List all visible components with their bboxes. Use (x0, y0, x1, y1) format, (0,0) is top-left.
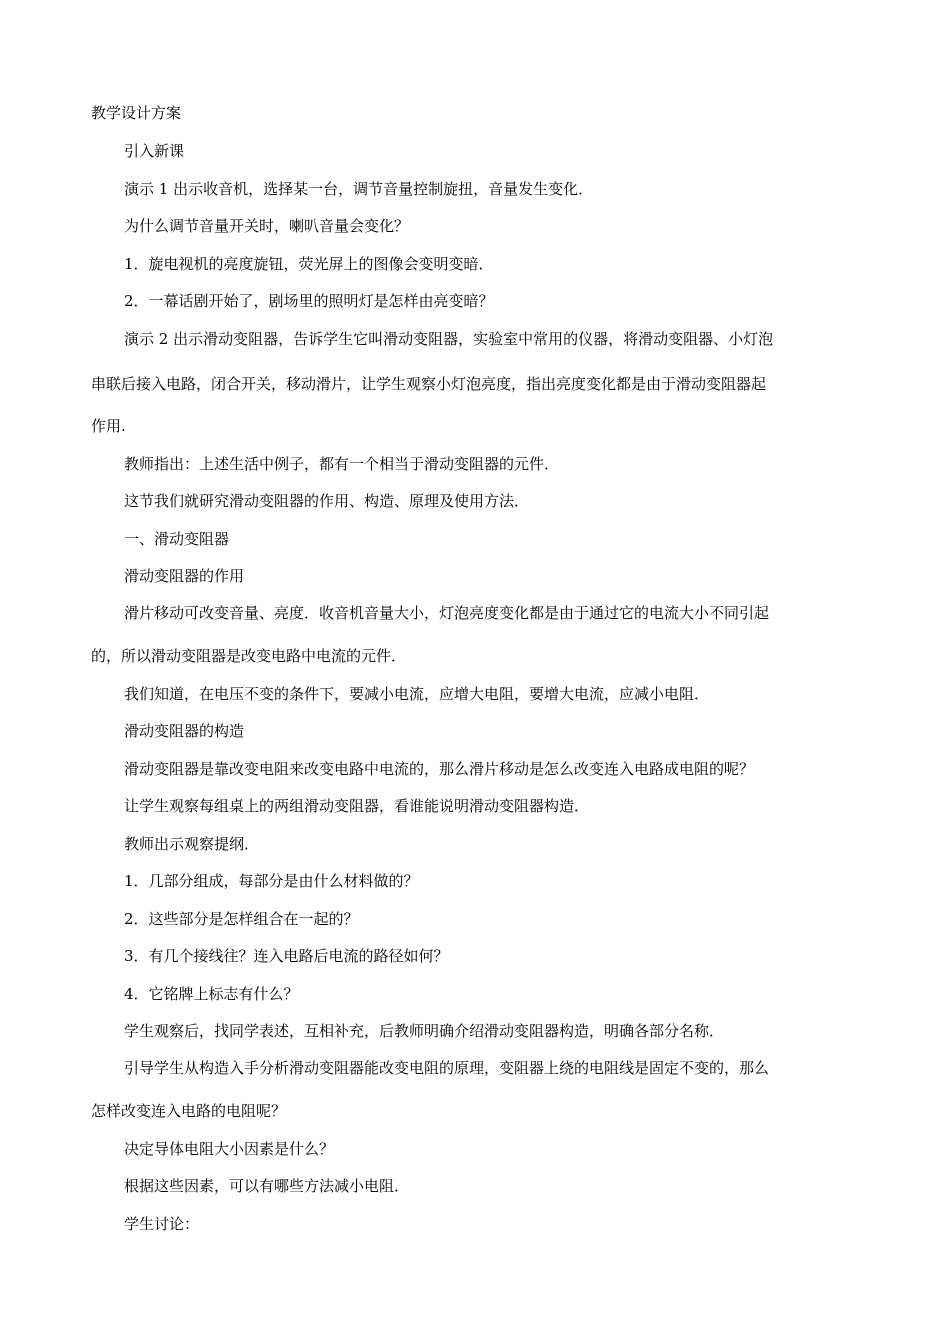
paragraph-line: 演示 2 出示滑动变阻器，告诉学生它叫滑动变阻器，实验室中常用的仪器，将滑动变阻器、小灯泡 (124, 330, 774, 348)
section-heading: 一、滑动变阻器 (124, 530, 230, 548)
paragraph: 1．旋电视机的亮度旋钮，荧光屏上的图像会变明变暗． (124, 255, 494, 273)
paragraph: 引入新课 (124, 142, 185, 160)
paragraph-line: 作用. (91, 417, 126, 435)
subsection-heading: 滑动变阻器的构造 (124, 722, 245, 740)
paragraph: 教师出示观察提纲． (124, 835, 260, 853)
paragraph-line: 滑片移动可改变音量、亮度．收音机音量大小，灯泡亮度变化都是由于通过它的电流大小不同引起 (124, 604, 770, 622)
paragraph: 这节我们就研究滑动变阻器的作用、构造、原理及使用方法． (124, 492, 530, 510)
list-item: 1．几部分组成，每部分是由什么材料做的？ (124, 872, 419, 890)
paragraph: 为什么调节音量开关时，喇叭音量会变化？ (124, 217, 410, 235)
paragraph: 让学生观察每组桌上的两组滑动变阻器，看谁能说明滑动变阻器构造． (124, 797, 590, 815)
list-item: 3．有几个接线往？连入电路后电流的路径如何？ (124, 947, 449, 965)
list-item: 2．这些部分是怎样组合在一起的？ (124, 910, 359, 928)
paragraph-line: 引导学生从构造入手分析滑动变阻器能改变电阻的原理，变阻器上绕的电阻线是固定不变的，那么 (124, 1059, 770, 1077)
paragraph: 我们知道，在电压不变的条件下，要减小电流，应增大电阻，要增大电流，应减小电阻． (124, 685, 710, 703)
list-item: 4．它铭牌上标志有什么？ (124, 985, 299, 1003)
paragraph-line: 怎样改变连入电路的电阻呢？ (91, 1102, 287, 1120)
paragraph: 学生观察后，找同学表述，互相补充，后教师明确介绍滑动变阻器构造，明确各部分名称． (124, 1022, 725, 1040)
document-title: 教学设计方案 (91, 104, 182, 122)
paragraph-line: 串联后接入电路，闭合开关，移动滑片，让学生观察小灯泡亮度，指出亮度变化都是由于滑动变阻器起 (91, 375, 767, 393)
paragraph: 教师指出：上述生活中例子，都有一个相当于滑动变阻器的元件． (124, 455, 560, 473)
paragraph: 决定导体电阻大小因素是什么？ (124, 1140, 335, 1158)
paragraph: 滑动变阻器是靠改变电阻来改变电路中电流的，那么滑片移动是怎么改变连入电路成电阻的呢？ (124, 760, 755, 778)
paragraph: 2．一幕话剧开始了，剧场里的照明灯是怎样由亮变暗？ (124, 292, 494, 310)
paragraph-line: 的，所以滑动变阻器是改变电路中电流的元件． (91, 647, 407, 665)
subsection-heading: 滑动变阻器的作用 (124, 567, 245, 585)
paragraph: 学生讨论： (124, 1215, 200, 1233)
paragraph: 根据这些因素，可以有哪些方法减小电阻． (124, 1177, 410, 1195)
paragraph: 演示 1 出示收音机，选择某一台，调节音量控制旋扭，音量发生变化． (124, 180, 594, 198)
